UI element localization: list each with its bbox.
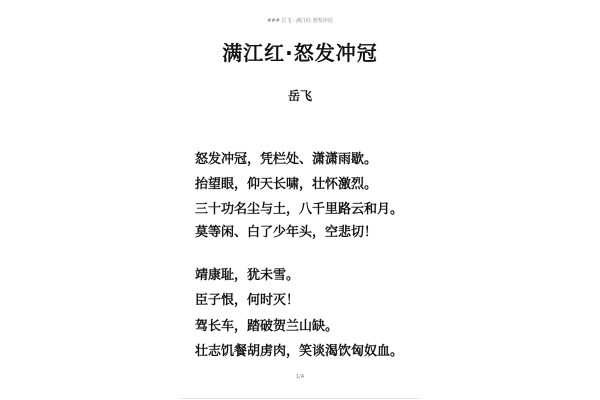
poem-line: 三十功名尘与土，八千里路云和月。 bbox=[195, 202, 404, 217]
poem-line: 靖康耻，犹未雪。 bbox=[195, 268, 300, 283]
running-header: ### 岳飞 · 满江红·怒发冲冠 bbox=[267, 18, 333, 24]
poem-title: 满江红·怒发冲冠 bbox=[222, 41, 378, 65]
page-bottom-edge bbox=[180, 398, 420, 399]
poem-line: 抬望眼，仰天长啸，壮怀激烈。 bbox=[195, 177, 378, 192]
poem-line: 驾长车，踏破贺兰山缺。 bbox=[195, 319, 339, 334]
page-number: 1/4 bbox=[295, 374, 305, 380]
document-page bbox=[180, 0, 420, 400]
poem-line: 怒发冲冠，凭栏处、潇潇雨歇。 bbox=[195, 152, 378, 167]
poem-line: 臣子恨，何时灭！ bbox=[195, 293, 300, 308]
poem-author: 岳飞 bbox=[287, 89, 312, 103]
poem-line: 壮志饥餐胡虏肉，笑谈渴饮匈奴血。 bbox=[195, 344, 404, 359]
poem-line: 莫等闲、白了少年头，空悲切！ bbox=[195, 225, 378, 240]
